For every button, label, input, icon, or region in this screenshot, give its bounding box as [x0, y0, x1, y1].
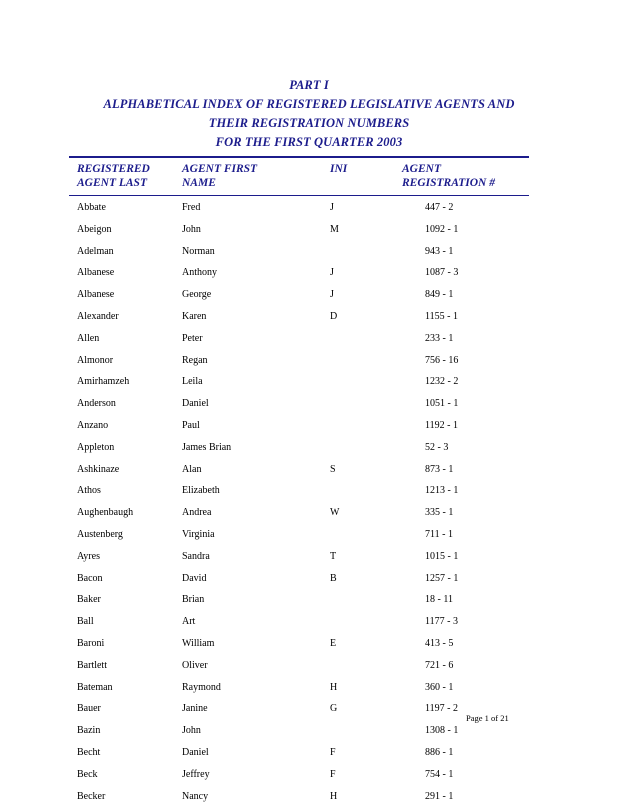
agent-registration-number: 756 - 16	[425, 354, 459, 366]
agent-last-name: Abbate	[77, 202, 106, 213]
agent-registration-number: 335 - 1	[425, 507, 454, 519]
agent-first-name: Andrea	[182, 507, 212, 519]
table-row	[0, 245, 618, 267]
agent-first-name: Regan	[182, 354, 208, 366]
column-header-ini: INI	[330, 163, 348, 175]
agent-registration-number: 1155 - 1	[425, 310, 458, 322]
agent-initial: S	[330, 463, 336, 475]
agent-first-name: Fred	[182, 202, 201, 213]
agent-first-name: John	[182, 223, 201, 235]
agent-initial: D	[330, 310, 338, 322]
table-row	[0, 528, 618, 550]
agent-initial: G	[330, 703, 338, 715]
agent-last-name: Bateman	[77, 681, 113, 693]
agent-registration-number: 1092 - 1	[425, 223, 459, 235]
table-row	[0, 310, 618, 332]
agent-initial: H	[330, 790, 338, 802]
agent-first-name: Daniel	[182, 398, 209, 410]
table-row	[0, 790, 618, 811]
agent-first-name: Art	[182, 616, 196, 628]
agent-last-name: Albanese	[77, 289, 115, 301]
agent-last-name: Abeigon	[77, 223, 112, 235]
agent-last-name: Alexander	[77, 310, 119, 322]
table-row	[0, 768, 618, 790]
agent-first-name: John	[182, 725, 201, 737]
page-number: Page 1 of 21	[466, 713, 509, 723]
agent-last-name: Amirhamzeh	[77, 376, 130, 388]
agent-last-name: Ashkinaze	[77, 463, 120, 475]
agent-registration-number: 849 - 1	[425, 289, 454, 301]
agent-first-name: David	[182, 572, 207, 584]
agent-initial: W	[330, 507, 340, 519]
agent-last-name: Bacon	[77, 572, 103, 584]
agent-last-name: Baroni	[77, 637, 105, 649]
agent-last-name: Albanese	[77, 267, 115, 279]
agent-registration-number: 18 - 11	[425, 594, 453, 606]
table-row	[0, 484, 618, 506]
agent-registration-number: 754 - 1	[425, 768, 454, 780]
agent-last-name: Appleton	[77, 441, 115, 453]
agent-registration-number: 413 - 5	[425, 637, 454, 649]
agent-first-name: Karen	[182, 310, 207, 322]
agent-first-name: Nancy	[182, 790, 209, 802]
agent-registration-number: 447 - 2	[425, 202, 454, 213]
agent-first-name: Brian	[182, 594, 205, 606]
table-row	[0, 637, 618, 659]
table-row	[0, 288, 618, 310]
agent-initial: H	[330, 681, 338, 693]
agent-registration-number: 943 - 1	[425, 245, 454, 257]
agent-registration-number: 1192 - 1	[425, 419, 458, 431]
agent-registration-number: 1015 - 1	[425, 550, 459, 562]
agent-last-name: Adelman	[77, 245, 114, 257]
agent-last-name: Becht	[77, 746, 101, 758]
table-row	[0, 332, 618, 354]
agent-registration-number: 1213 - 1	[425, 485, 459, 497]
agent-last-name: Anderson	[77, 398, 116, 410]
agent-registration-number: 1051 - 1	[425, 398, 459, 410]
table-row	[0, 724, 618, 746]
table-row	[0, 441, 618, 463]
table-row	[0, 266, 618, 288]
agent-last-name: Becker	[77, 790, 106, 802]
agent-first-name: Raymond	[182, 681, 221, 693]
agent-registration-number: 1197 - 2	[425, 703, 458, 715]
agent-initial: B	[330, 572, 337, 584]
agent-first-name: Paul	[182, 419, 200, 431]
agent-last-name: Ayres	[77, 550, 100, 562]
table-row	[0, 702, 618, 724]
agent-first-name: Elizabeth	[182, 485, 220, 497]
table-row	[0, 659, 618, 681]
agent-registration-number: 1308 - 1	[425, 725, 459, 737]
table-row	[0, 354, 618, 376]
agent-first-name: Virginia	[182, 528, 215, 540]
agent-registration-number: 711 - 1	[425, 528, 453, 540]
agent-registration-number: 873 - 1	[425, 463, 454, 475]
table-row	[0, 681, 618, 703]
agent-first-name: Daniel	[182, 746, 209, 758]
table-row	[0, 746, 618, 768]
agent-last-name: Athos	[77, 485, 101, 497]
agent-first-name: Oliver	[182, 659, 208, 671]
table-row	[0, 615, 618, 637]
agent-registration-number: 1087 - 3	[425, 267, 459, 279]
agent-last-name: Beck	[77, 768, 98, 780]
table-row	[0, 506, 618, 528]
table-row	[0, 223, 618, 245]
table-row	[0, 375, 618, 397]
agent-registration-number: 1177 - 3	[425, 616, 458, 628]
agent-last-name: Bartlett	[77, 659, 107, 671]
agent-first-name: Sandra	[182, 550, 210, 562]
agent-last-name: Austenberg	[77, 528, 123, 540]
agent-first-name: Anthony	[182, 267, 217, 279]
agent-initial: E	[330, 637, 337, 649]
agent-last-name: Bauer	[77, 703, 101, 715]
agent-last-name: Aughenbaugh	[77, 507, 134, 519]
agent-first-name: Janine	[182, 703, 208, 715]
column-header-first: AGENT FIRST NAME	[182, 163, 258, 189]
heading-subtitle: THEIR REGISTRATION NUMBERS	[208, 116, 410, 130]
agent-last-name: Allen	[77, 332, 100, 344]
agent-last-name: Bazin	[77, 725, 101, 737]
header-rule-bottom	[69, 195, 529, 196]
agent-first-name: William	[182, 637, 215, 649]
agent-registration-number: 291 - 1	[425, 790, 454, 802]
agent-initial: M	[330, 223, 339, 235]
table-row	[0, 463, 618, 485]
column-header-last: REGISTERED AGENT LAST	[77, 163, 150, 189]
agent-initial: J	[330, 267, 334, 279]
agent-last-name: Almonor	[77, 354, 114, 366]
table-row	[0, 397, 618, 419]
agent-first-name: Norman	[182, 245, 215, 257]
agent-last-name: Anzano	[77, 419, 109, 431]
agent-initial: T	[330, 550, 337, 562]
column-header-reg: AGENT REGISTRATION #	[402, 163, 495, 189]
agent-initial: F	[330, 768, 336, 780]
agent-first-name: George	[182, 289, 212, 301]
agent-first-name: Alan	[182, 463, 202, 475]
document-heading	[0, 76, 618, 152]
agent-registration-number: 1232 - 2	[425, 376, 459, 388]
header-rule-top	[69, 156, 529, 158]
agent-first-name: Leila	[182, 376, 203, 388]
agent-first-name: James Brian	[182, 441, 232, 453]
table-row	[0, 572, 618, 594]
heading-period: FOR THE FIRST QUARTER 2003	[215, 135, 403, 149]
agent-initial: J	[330, 289, 334, 301]
heading-title: ALPHABETICAL INDEX OF REGISTERED LEGISLATIVE AGENTS AND	[103, 97, 515, 111]
heading-part: PART I	[289, 78, 329, 92]
agent-initial: F	[330, 746, 336, 758]
table-row	[0, 419, 618, 441]
agent-registration-number: 360 - 1	[425, 681, 454, 693]
agent-last-name: Baker	[77, 594, 101, 606]
agent-last-name: Ball	[77, 616, 94, 628]
agent-registration-number: 1257 - 1	[425, 572, 459, 584]
table-row	[0, 550, 618, 572]
agent-registration-number: 233 - 1	[425, 332, 454, 344]
table-row	[0, 593, 618, 615]
agent-registration-number: 886 - 1	[425, 746, 454, 758]
table-row	[0, 201, 618, 223]
agent-registration-number: 721 - 6	[425, 659, 454, 671]
agent-first-name: Peter	[182, 332, 203, 344]
agent-registration-number: 52 - 3	[425, 441, 449, 453]
agent-initial: J	[330, 202, 334, 213]
agent-first-name: Jeffrey	[182, 768, 210, 780]
agent-index-table	[0, 201, 618, 811]
